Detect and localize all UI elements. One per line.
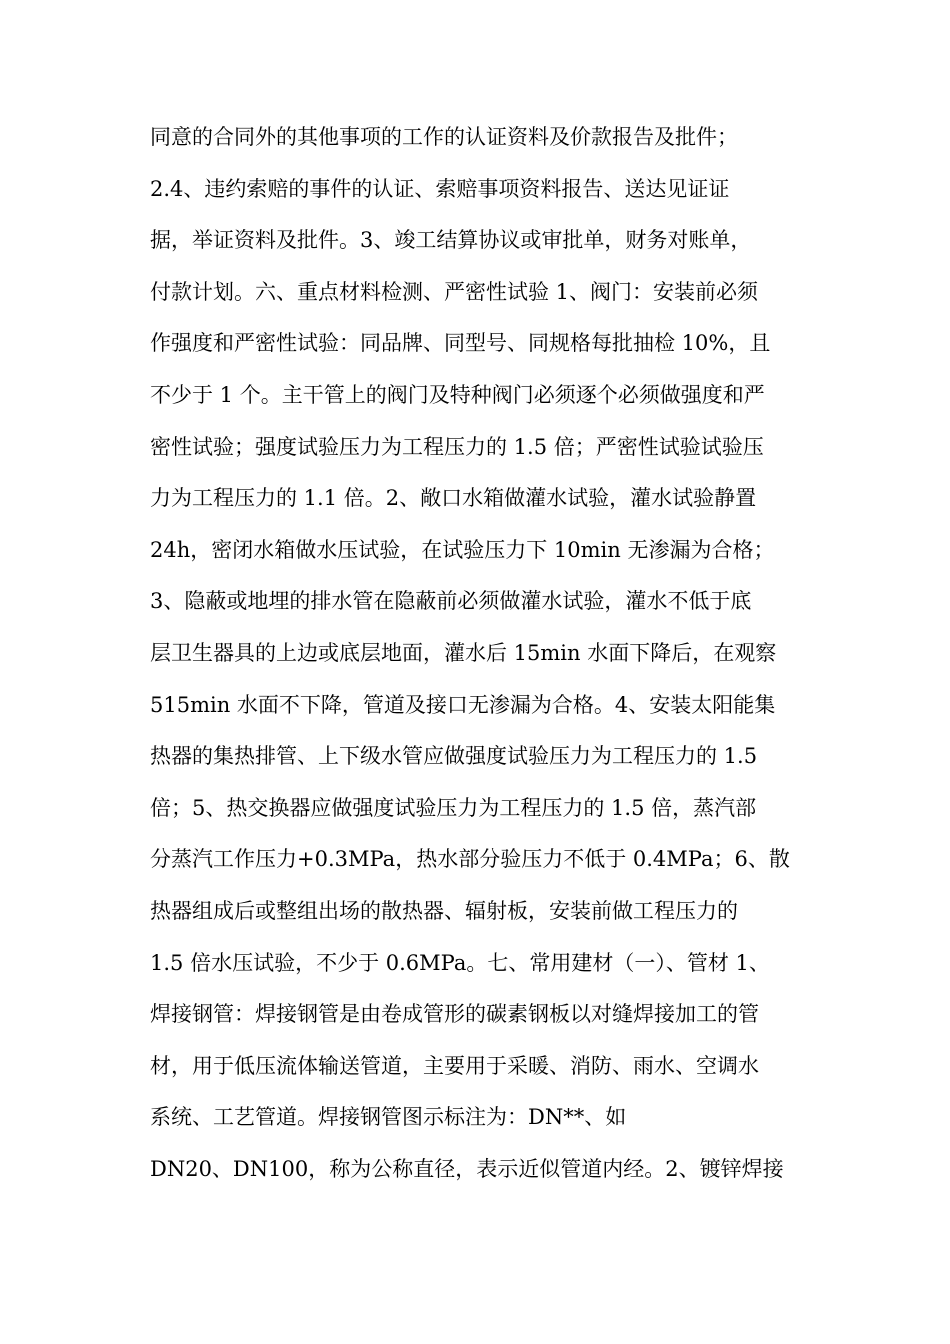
text-line: 热器的集热排管、上下级水管应做强度试验压力为工程压力的 1.5 xyxy=(150,744,758,769)
text-line: 3、隐蔽或地埋的排水管在隐蔽前必须做灌水试验，灌水不低于底 xyxy=(150,589,752,614)
text-line: 系统、工艺管道。焊接钢管图示标注为：DN**、如 xyxy=(150,1105,627,1130)
text-line: 倍；5、热交换器应做强度试验压力为工程压力的 1.5 倍，蒸汽部 xyxy=(150,795,757,820)
text-line: 1.5 倍水压试验，不少于 0.6MPa。七、常用建材（一）、管材 1、 xyxy=(150,950,770,975)
text-line: 焊接钢管：焊接钢管是由卷成管形的碳素钢板以对缝焊接加工的管 xyxy=(150,1002,759,1027)
text-line: 层卫生器具的上边或底层地面，灌水后 15min 水面下降后，在观察 xyxy=(150,640,777,665)
text-line: 密性试验；强度试验压力为工程压力的 1.5 倍；严密性试验试验压 xyxy=(150,434,764,459)
text-line: 同意的合同外的其他事项的工作的认证资料及价款报告及批件； xyxy=(150,125,738,149)
text-line: 付款计划。六、重点材料检测、严密性试验 1、阀门：安装前必须 xyxy=(150,279,759,304)
text-line: 材，用于低压流体输送管道，主要用于采暖、消防、雨水、空调水 xyxy=(150,1053,759,1078)
text-line: 24h，密闭水箱做水压试验，在试验压力下 10min 无渗漏为合格； xyxy=(150,537,775,562)
text-line: 515min 水面不下降，管道及接口无渗漏为合格。4、安装太阳能集 xyxy=(150,692,776,717)
text-line: 不少于 1 个。主干管上的阀门及特种阀门必须逐个必须做强度和严 xyxy=(150,382,765,407)
text-line: 2.4、违约索赔的事件的认证、索赔事项资料报告、送达见证证 xyxy=(150,176,730,201)
text-line: 分蒸汽工作压力+0.3MPa，热水部分验压力不低于 0.4MPa；6、散 xyxy=(150,847,790,872)
text-line: 力为工程压力的 1.1 倍。2、敞口水箱做灌水试验，灌水试验静置 xyxy=(150,486,757,511)
text-line: DN20、DN100，称为公称直径，表示近似管道内经。2、镀锌焊接 xyxy=(150,1156,784,1181)
text-line: 作强度和严密性试验：同品牌、同型号、同规格每批抽检 10%，且 xyxy=(150,331,771,356)
text-line: 据，举证资料及批件。3、竣工结算协议或审批单，财务对账单， xyxy=(150,228,752,253)
body-text xyxy=(150,112,810,1195)
text-line: 热器组成后或整组出场的散热器、辐射板，安装前做工程压力的 xyxy=(150,898,738,923)
